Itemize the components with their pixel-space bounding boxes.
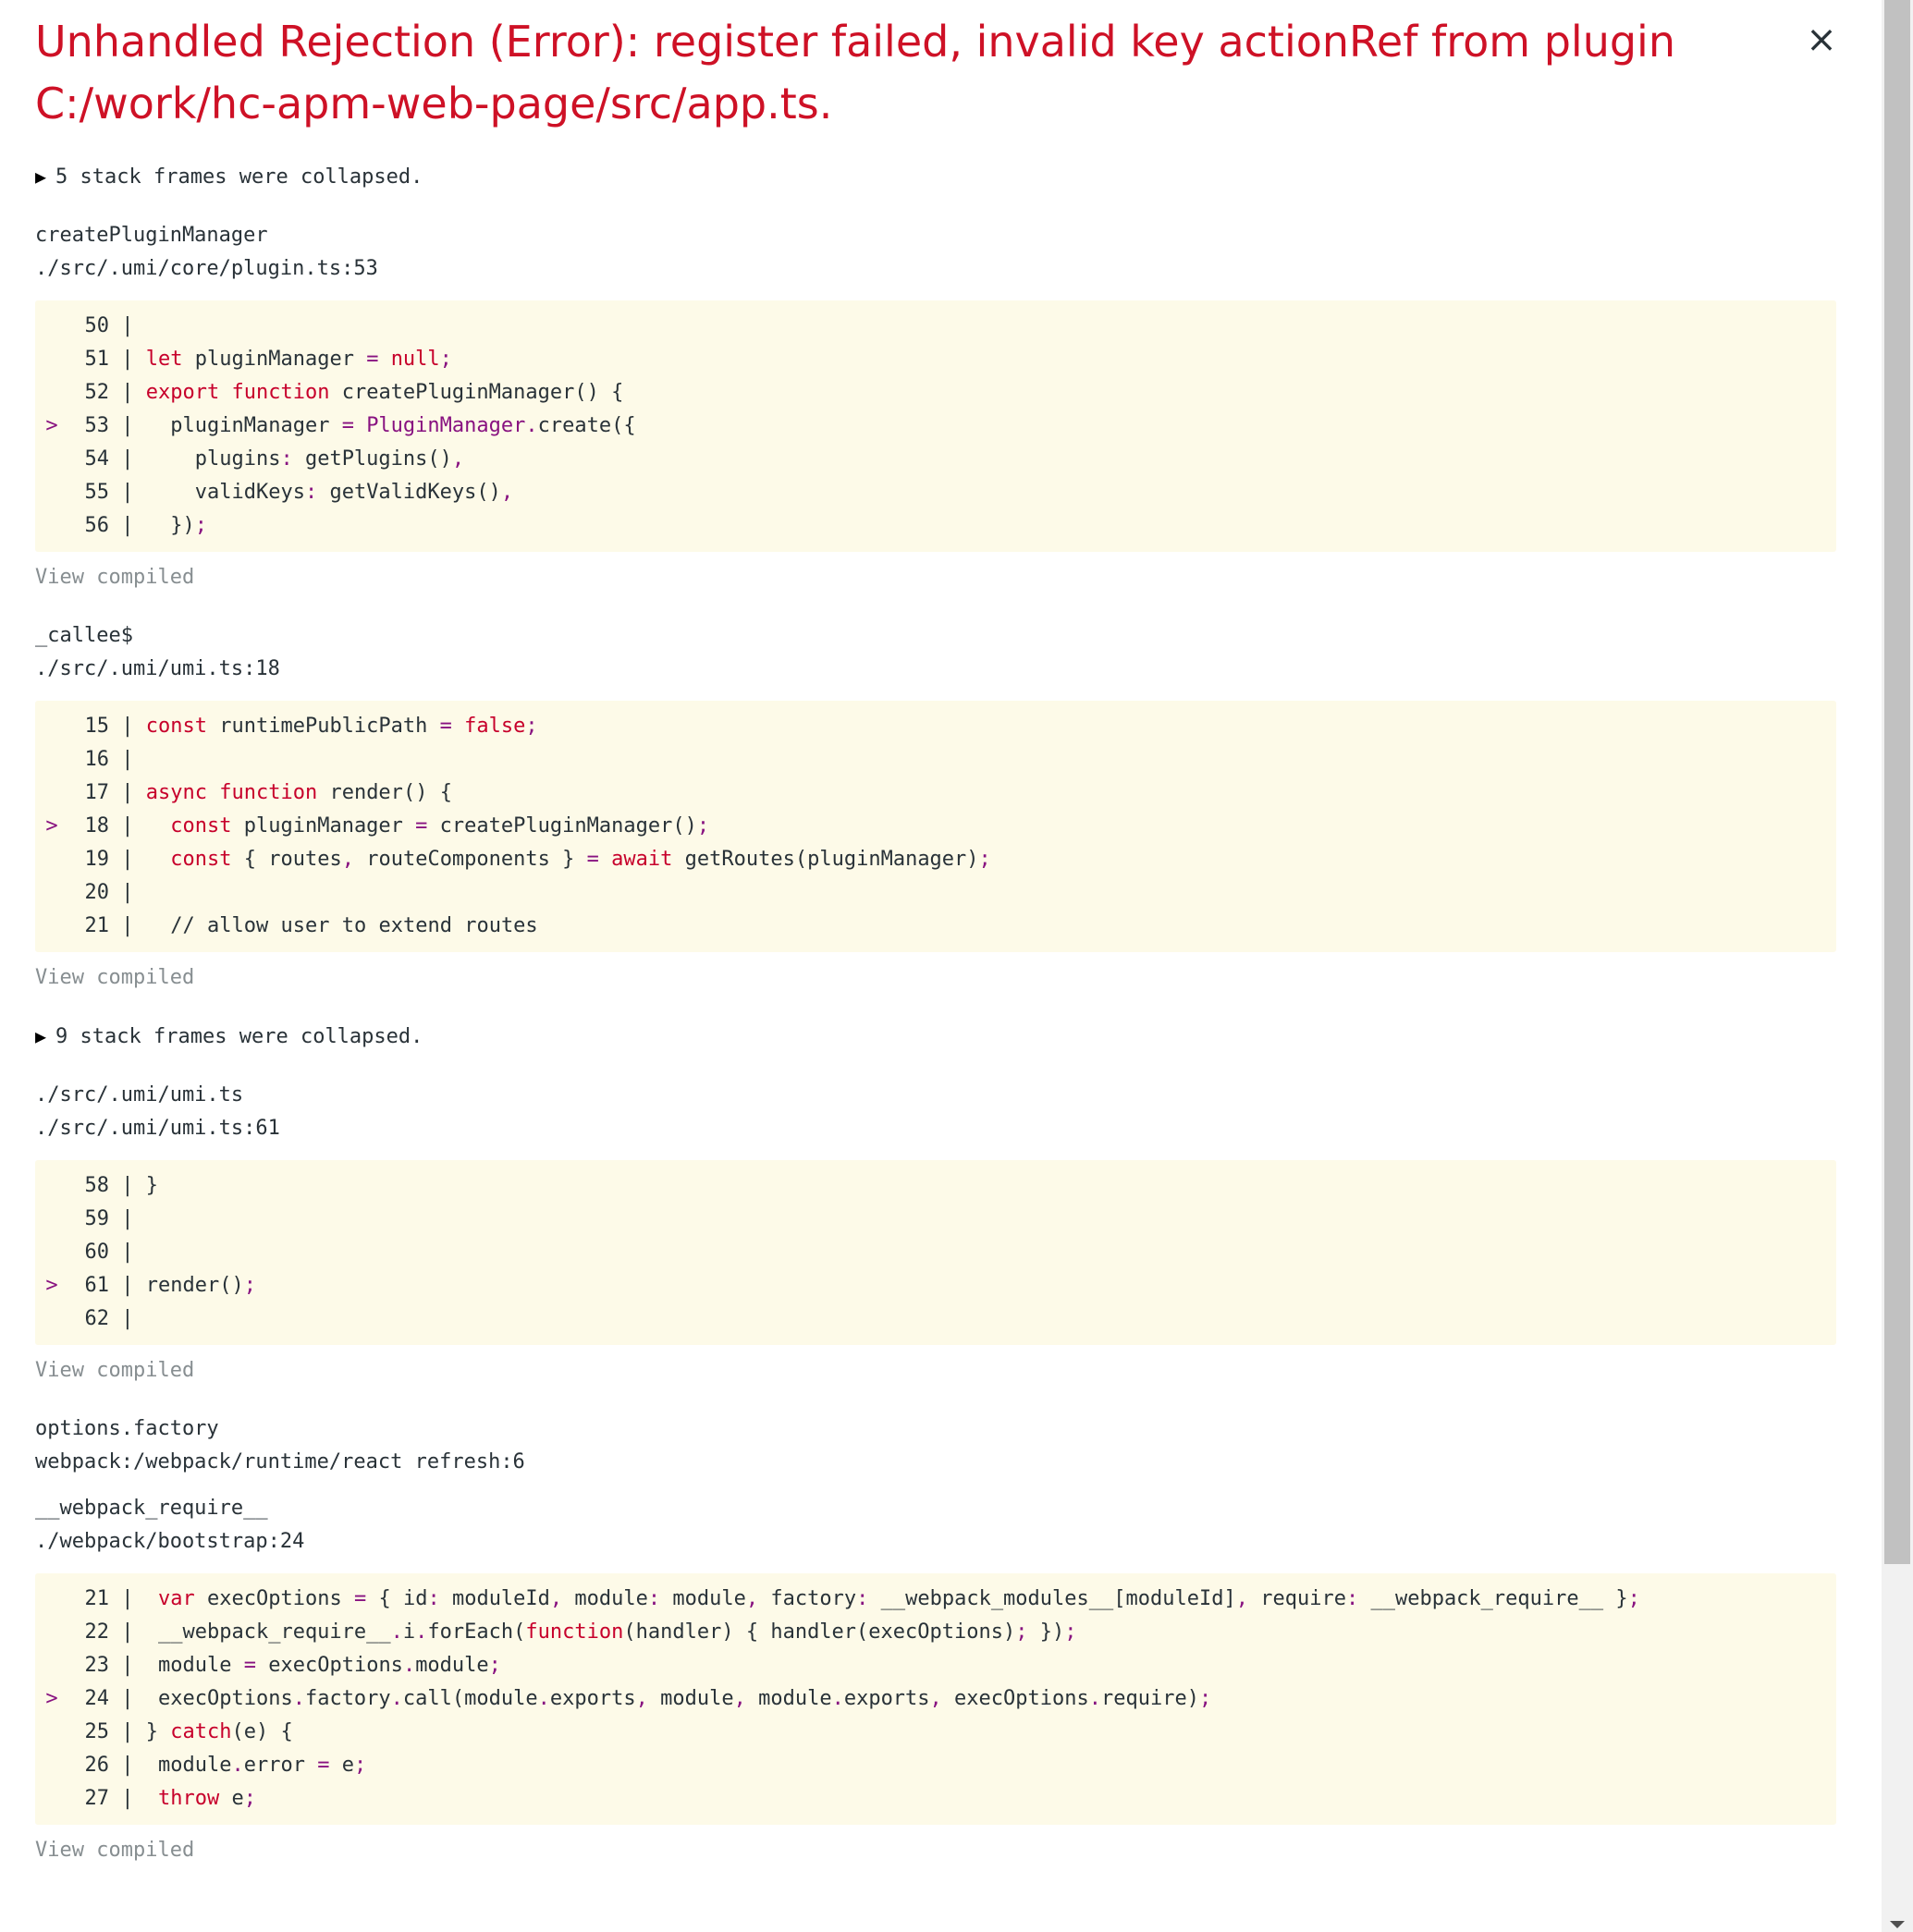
code-line: 54 | plugins: getPlugins(), xyxy=(35,443,1836,476)
stack-frame xyxy=(35,619,1836,995)
code-line: > 61 | render(); xyxy=(35,1269,1836,1302)
code-line: 16 | xyxy=(35,743,1836,776)
code-line: 21 | // allow user to extend routes xyxy=(35,910,1836,943)
line-number: 22 xyxy=(84,1620,109,1644)
line-number: 20 xyxy=(84,881,109,904)
collapsed-frames-toggle-1[interactable] xyxy=(35,160,1836,194)
code-text: validKeys: getValidKeys(), xyxy=(194,481,514,504)
frame-function-name: _callee$ xyxy=(35,624,133,647)
code-line: 17 | async function render() { xyxy=(35,776,1836,810)
code-text: const { routes, routeComponents } = await getRoutes(pluginManager); xyxy=(170,848,991,871)
code-text: throw e; xyxy=(158,1787,256,1810)
code-line: 56 | }); xyxy=(35,509,1836,543)
code-text: var execOptions = { id: moduleId, module: module, factory: __webpack_modules__[moduleId], require: __webpack_require__ }; xyxy=(158,1587,1640,1610)
code-line: > 24 | execOptions.factory.call(module.exports, module, module.exports, execOptions.require); xyxy=(35,1682,1836,1716)
code-line: 20 | xyxy=(35,876,1836,910)
frame-function-name: options.factory xyxy=(35,1417,219,1440)
line-number: 26 xyxy=(84,1754,109,1777)
view-compiled-link[interactable]: View compiled xyxy=(35,1359,195,1382)
code-line: 27 | throw e; xyxy=(35,1782,1836,1816)
line-number: 16 xyxy=(84,748,109,771)
line-number: 24 xyxy=(84,1687,109,1710)
line-number: 15 xyxy=(84,715,109,738)
view-compiled-link[interactable]: View compiled xyxy=(35,966,195,989)
stack-frame xyxy=(35,219,1836,594)
line-number: 52 xyxy=(84,381,109,404)
close-icon[interactable]: × xyxy=(1806,18,1837,61)
line-number: 60 xyxy=(84,1241,109,1264)
expand-triangle-icon: ▶ xyxy=(35,1025,47,1047)
code-line: 58 | } xyxy=(35,1169,1836,1203)
view-compiled-link[interactable]: View compiled xyxy=(35,1839,195,1862)
line-number: 55 xyxy=(84,481,109,504)
expand-triangle-icon: ▶ xyxy=(35,165,47,188)
code-snippet xyxy=(35,1160,1836,1345)
highlight-marker-icon: > xyxy=(45,814,58,838)
stack-frame xyxy=(35,1492,1836,1867)
code-line: 19 | const { routes, routeComponents } = await getRoutes(pluginManager); xyxy=(35,843,1836,876)
frame-location: ./webpack/bootstrap:24 xyxy=(35,1530,305,1553)
code-line: 15 | const runtimePublicPath = false; xyxy=(35,710,1836,743)
line-number: 56 xyxy=(84,514,109,537)
code-text: export function createPluginManager() { xyxy=(145,381,624,404)
stack-frame xyxy=(35,1412,1836,1479)
code-text: plugins: getPlugins(), xyxy=(194,447,465,471)
line-number: 21 xyxy=(84,914,109,937)
frame-function-name: __webpack_require__ xyxy=(35,1497,268,1520)
line-number: 58 xyxy=(84,1174,109,1197)
line-number: 54 xyxy=(84,447,109,471)
code-text: async function render() { xyxy=(145,781,452,804)
frame-function-name: createPluginManager xyxy=(35,224,268,247)
code-line: 51 | let pluginManager = null; xyxy=(35,343,1836,376)
line-number: 19 xyxy=(84,848,109,871)
code-line: 26 | module.error = e; xyxy=(35,1749,1836,1782)
code-line: 21 | var execOptions = { id: moduleId, module: module, factory: __webpack_modules__[moduleId], require: __webpack_require__ }; xyxy=(35,1583,1836,1616)
line-number: 17 xyxy=(84,781,109,804)
frame-location: ./src/.umi/umi.ts:18 xyxy=(35,657,280,680)
highlight-marker-icon: > xyxy=(45,414,58,437)
code-line: 59 | xyxy=(35,1203,1836,1236)
code-text: }); xyxy=(170,514,207,537)
code-snippet xyxy=(35,300,1836,552)
stack-frame xyxy=(35,1079,1836,1388)
view-compiled-link[interactable]: View compiled xyxy=(35,566,195,589)
code-text: } catch(e) { xyxy=(145,1720,293,1743)
code-text: const runtimePublicPath = false; xyxy=(145,715,538,738)
line-number: 61 xyxy=(84,1274,109,1297)
highlight-marker-icon: > xyxy=(45,1687,58,1710)
scrollbar-thumb[interactable] xyxy=(1884,0,1910,1564)
line-number: 27 xyxy=(84,1787,109,1810)
code-line: > 18 | const pluginManager = createPluginManager(); xyxy=(35,810,1836,843)
code-text: execOptions.factory.call(module.exports, module, module.exports, execOptions.require); xyxy=(158,1687,1212,1710)
code-text: __webpack_require__.i.forEach(function(handler) { handler(execOptions); }); xyxy=(158,1620,1077,1644)
collapsed-frames-label: 9 stack frames were collapsed. xyxy=(55,1025,423,1048)
code-line: 60 | xyxy=(35,1236,1836,1269)
line-number: 21 xyxy=(84,1587,109,1610)
line-number: 25 xyxy=(84,1720,109,1743)
code-line: 22 | __webpack_require__.i.forEach(function(handler) { handler(execOptions); }); xyxy=(35,1616,1836,1649)
code-text: pluginManager = PluginManager.create({ xyxy=(170,414,636,437)
vertical-scrollbar[interactable] xyxy=(1882,0,1913,1932)
code-snippet xyxy=(35,1573,1836,1825)
code-text: const pluginManager = createPluginManager(); xyxy=(170,814,710,838)
code-snippet xyxy=(35,701,1836,952)
code-line: 55 | validKeys: getValidKeys(), xyxy=(35,476,1836,509)
code-line: 52 | export function createPluginManager() { xyxy=(35,376,1836,410)
collapsed-frames-label: 5 stack frames were collapsed. xyxy=(55,165,423,189)
code-text: // allow user to extend routes xyxy=(170,914,538,937)
code-text: module = execOptions.module; xyxy=(158,1654,501,1677)
code-text: } xyxy=(145,1174,158,1197)
collapsed-frames-toggle-2[interactable] xyxy=(35,1020,1836,1054)
highlight-marker-icon: > xyxy=(45,1274,58,1297)
line-number: 23 xyxy=(84,1654,109,1677)
frame-location: webpack:/webpack/runtime/react refresh:6 xyxy=(35,1450,525,1473)
line-number: 51 xyxy=(84,348,109,371)
code-line: > 53 | pluginManager = PluginManager.create({ xyxy=(35,410,1836,443)
scroll-down-arrow-icon[interactable] xyxy=(1890,1921,1905,1928)
frame-function-name: ./src/.umi/umi.ts xyxy=(35,1083,244,1107)
code-line: 23 | module = execOptions.module; xyxy=(35,1649,1836,1682)
code-text: render(); xyxy=(145,1274,256,1297)
frame-location: ./src/.umi/umi.ts:61 xyxy=(35,1117,280,1140)
line-number: 59 xyxy=(84,1207,109,1230)
code-line: 25 | } catch(e) { xyxy=(35,1716,1836,1749)
line-number: 53 xyxy=(84,414,109,437)
line-number: 50 xyxy=(84,314,109,337)
code-line: 62 | xyxy=(35,1302,1836,1336)
frame-location: ./src/.umi/core/plugin.ts:53 xyxy=(35,257,378,280)
code-text: module.error = e; xyxy=(158,1754,367,1777)
code-text: let pluginManager = null; xyxy=(145,348,452,371)
line-number: 62 xyxy=(84,1307,109,1330)
error-title: Unhandled Rejection (Error): register failed, invalid key actionRef from plugin C:/work/hc-apm-web-page/src/app.ts. xyxy=(35,17,1675,128)
code-line: 50 | xyxy=(35,310,1836,343)
line-number: 18 xyxy=(84,814,109,838)
